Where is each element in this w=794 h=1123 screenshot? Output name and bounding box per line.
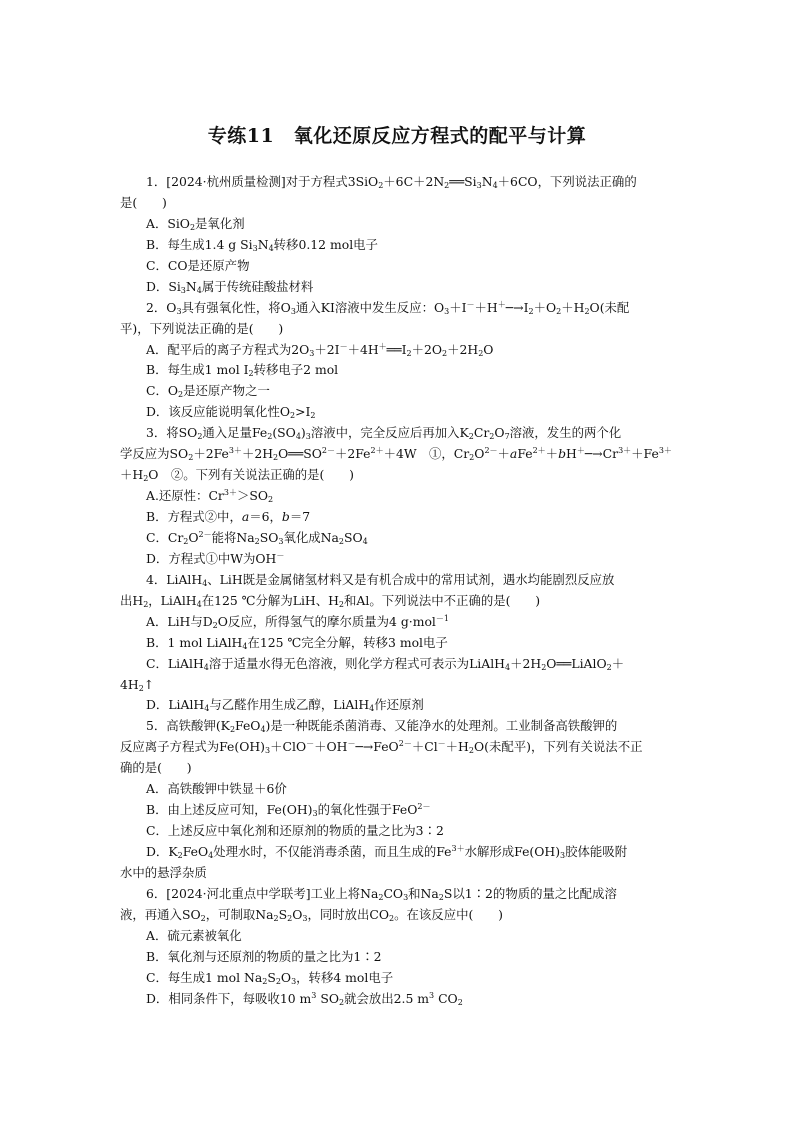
- text-line: 出$H_2$，LiAlH$_4$在125 ℃分解为LiH、$H_2$和Al。下列说法中不正确的是( ): [120, 592, 541, 609]
- text-line: A．SiO$_2$是氧化剂: [146, 215, 245, 232]
- text-line: B．每生成1.4 g $Si_3N_4$转移0.12 mol电子: [146, 236, 378, 253]
- text-line: A．硫元素被氧化: [146, 927, 242, 943]
- text-line: C．$O_2$是还原产物之一: [146, 383, 270, 400]
- text-line: B．氧化剂与还原剂的物质的量之比为1∶2: [146, 948, 382, 964]
- text-line: 4．LiAlH$_4$、LiH既是金属储氢材料又是有机合成中的常用试剂，遇水均能剧烈反应放: [146, 571, 615, 588]
- text-line: D．该反应能说明氧化性$O_2>I_2$: [146, 404, 316, 421]
- page-title: 专练11 氧化还原反应方程式的配平与计算: [207, 125, 587, 147]
- text-line: C．上述反应中氧化剂和还原剂的物质的量之比为3∶2: [146, 823, 444, 839]
- text-line: A．高铁酸钾中铁显＋6价: [146, 781, 287, 797]
- text-line: 水中的悬浮杂质: [120, 864, 207, 880]
- text-line: D．$Si_3N_4$属于传统硅酸盐材料: [146, 278, 314, 295]
- text-line: 平)，下列说法正确的是( ): [120, 320, 284, 336]
- text-line: 6．[2024·河北重点中学联考]工业上将$Na_2CO_3$和$Na_2S$以1∶2的物质的量之比配成溶: [146, 885, 617, 902]
- text-line: 学反应为$SO_2+2Fe^{3+}+2H_2O══SO^{2-}+2Fe^{2+}+4W$ ①，$Cr_2O^{2-}+aFe^{2+}+bH^+─\to Cr^{3+}+Fe^{3+}$: [120, 446, 672, 463]
- text-line: C．每生成1 mol $Na_2S_2O_3$，转移4 mol电子: [146, 969, 394, 986]
- text-line: A．LiH与$D_2O$反应，所得氢气的摩尔质量为4 g·mol$^{-1}$: [146, 613, 449, 630]
- text-line: B．方程式②中，a＝6，b＝7: [146, 509, 311, 524]
- text-line: D．相同条件下，每吸收10 $m^3$ $SO_2$就会放出2.5 $m^3$ $CO_2$: [146, 990, 463, 1007]
- text-line: B．每生成1 mol $I_2$转移电子2 mol: [146, 362, 339, 379]
- text-line: A.还原性：$Cr^{3+}>SO_2$: [146, 488, 274, 505]
- text-line: D．LiAlH$_4$与乙醛作用生成乙醇，LiAlH$_4$作还原剂: [146, 697, 424, 714]
- text-line: 2．$O_3$具有强氧化性，将$O_3$通入KI溶液中发生反应：$O_3+I^-+H^+─\to I_2+O_2+H_2O$(未配: [146, 299, 630, 316]
- text-line: B．由上述反应可知，$Fe(OH)_3$的氧化性强于FeO$^{2-}$: [146, 802, 431, 819]
- text-line: 3．将$SO_2$通入足量$Fe_2(SO_4)_3$溶液中，完全反应后再加入$K_2Cr_2O_7$溶液，发生的两个化: [146, 425, 622, 442]
- text-line: 1．[2024·杭州质量检测]对于方程式$3SiO_2+6C+2N_2══Si_3N_4+6CO$，下列说法正确的: [146, 174, 637, 190]
- text-line: C．LiAlH$_4$溶于适量水得无色溶液，则化学方程式可表示为$LiAlH_4+2H_2O══LiAlO_2+$: [146, 655, 625, 672]
- text-line: 反应离子方程式为$Fe(OH)_3+ClO^-+OH^-─\to FeO^{2-}+Cl^-+H_2O$(未配平)，下列有关说法不正: [120, 739, 643, 756]
- text-line: C．CO是还原产物: [146, 257, 250, 273]
- question-body: [120, 172, 680, 1010]
- text-line: A．配平后的离子方程式为$2O_3+2I^-+4H^+══I_2+2O_2+2H_2O$: [146, 341, 494, 358]
- text-line: $4H_2↑$: [120, 676, 155, 693]
- text-line: B．1 mol LiAlH$_4$在125 ℃完全分解，转移3 mol电子: [146, 634, 448, 651]
- text-line: $+H_2O$ ②。下列有关说法正确的是( ): [120, 467, 354, 484]
- text-line: 确的是( ): [120, 760, 192, 776]
- text-line: D．$K_2FeO_4$处理水时，不仅能消毒杀菌，而且生成的$Fe^{3+}$水解形成$Fe(OH)_3$胶体能吸附: [146, 844, 628, 860]
- text-line: 是( ): [120, 194, 167, 210]
- text-line: 液，再通入$SO_2$，可制取$Na_2S_2O_3$，同时放出$CO_2$。在该反应中( ): [120, 906, 503, 923]
- text-line: C．$Cr_2O^{2-}$能将$Na_2SO_3$氧化成$Na_2SO_4$: [146, 529, 368, 546]
- text-line: D．方程式①中W为OH－: [146, 550, 285, 566]
- text-line: 5．高铁酸钾$(K_2FeO_4)$是一种既能杀菌消毒、又能净水的处理剂。工业制备高铁酸钾的: [146, 718, 618, 735]
